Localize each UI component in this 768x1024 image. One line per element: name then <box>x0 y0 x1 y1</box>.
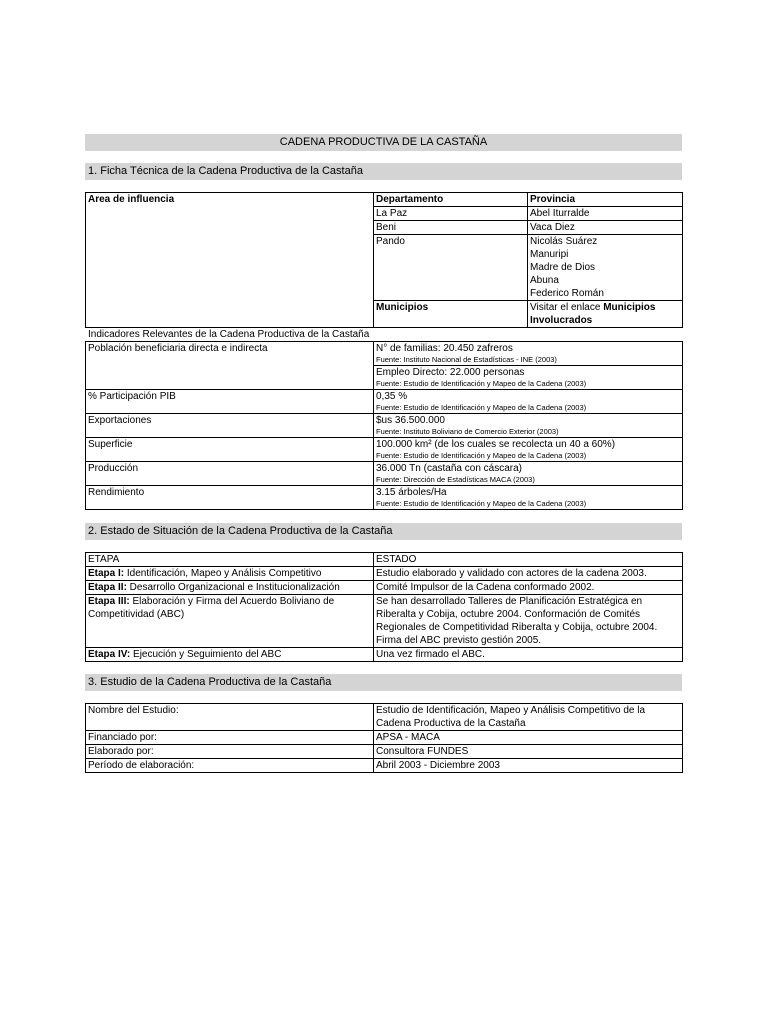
indicator-source: Fuente: Dirección de Estadísticas MACA (2003) <box>376 475 535 484</box>
indicator-value: $us 36.500.000 Fuente: Instituto Boliviano de Comercio Exterior (2003) <box>374 414 683 438</box>
indicator-value: 3.15 árboles/Ha Fuente: Estudio de Identificación y Mapeo de la Cadena (2003) <box>374 486 683 510</box>
prov-cell: Nicolás Suárez Manuripi Madre de Dios Abuna Federico Román <box>528 235 683 301</box>
prov-cell: Abel Iturralde <box>528 207 683 221</box>
status-cell: Se han desarrollado Talleres de Planificación Estratégica en Riberalta y Cobija, octubre 2004. Conformación de Comités Regionales de Competitividad Riberalta y Cobija, octubre 2004. Firma del ABC previsto gestión 2005. <box>374 595 683 648</box>
stage-cell: Etapa IV: Ejecución y Seguimiento del ABC <box>86 648 374 662</box>
municipios-link[interactable]: Municipios <box>603 302 656 313</box>
dept-cell: La Paz <box>374 207 528 221</box>
status-cell: Estudio elaborado y validado con actores de la cadena 2003. <box>374 567 683 581</box>
section2-title: 2. Estado de Situación de la Cadena Productiva de la Castaña <box>85 523 682 540</box>
indicator-value: 100.000 km² (de los cuales se recolecta un 40 a 60%) Fuente: Estudio de Identificación y Mapeo de la Cadena (2003) <box>374 438 683 462</box>
study-label: Período de elaboración: <box>86 759 374 773</box>
document-title: CADENA PRODUCTIVA DE LA CASTAÑA <box>85 134 682 151</box>
prov-header: Provincia <box>528 193 683 207</box>
study-label: Elaborado por: <box>86 745 374 759</box>
stage-header: ETAPA <box>86 553 374 567</box>
study-value: Consultora FUNDES <box>374 745 683 759</box>
area-label-cell <box>86 193 374 328</box>
study-label: Financiado por: <box>86 731 374 745</box>
status-cell: Una vez firmado el ABC. <box>374 648 683 662</box>
indicator-source: Fuente: Estudio de Identificación y Mapeo de la Cadena (2003) <box>376 403 587 412</box>
involucrados-link[interactable]: Involucrados <box>530 315 593 326</box>
study-table <box>85 703 683 773</box>
area-label: Area de influencia <box>88 194 175 205</box>
indicator-source: Fuente: Instituto Nacional de Estadísticas - INE (2003) <box>376 355 557 364</box>
stage-cell: Etapa III: Elaboración y Firma del Acuerdo Boliviano de Competitividad (ABC) <box>86 595 374 648</box>
area-influence-table <box>85 192 683 328</box>
indicator-label: Superficie <box>86 438 374 462</box>
status-header: ESTADO <box>374 553 683 567</box>
document-page <box>85 134 682 773</box>
indicator-label: Producción <box>86 462 374 486</box>
indicators-title: Indicadores Relevantes de la Cadena Productiva de la Castaña <box>88 329 370 340</box>
indicator-label: % Participación PIB <box>86 390 374 414</box>
stage-cell: Etapa I: Identificación, Mapeo y Análisis Competitivo <box>86 567 374 581</box>
indicator-source: Fuente: Estudio de Identificación y Mapeo de la Cadena (2003) <box>376 499 587 508</box>
study-value: APSA - MACA <box>374 731 683 745</box>
dept-header: Departamento <box>374 193 528 207</box>
indicator-source: Fuente: Estudio de Identificación y Mapeo de la Cadena (2003) <box>376 379 587 388</box>
indicator-label: Población beneficiaria directa e indirecta <box>86 342 374 390</box>
indicator-label: Rendimiento <box>86 486 374 510</box>
study-value: Abril 2003 - Diciembre 2003 <box>374 759 683 773</box>
indicator-value: 0,35 % Fuente: Estudio de Identificación y Mapeo de la Cadena (2003) <box>374 390 683 414</box>
section1-title: 1. Ficha Técnica de la Cadena Productiva de la Castaña <box>85 163 682 180</box>
study-value: Estudio de Identificación, Mapeo y Análisis Competitivo de la Cadena Productiva de la Castaña <box>374 704 683 731</box>
indicator-value: 36.000 Tn (castaña con cáscara) Fuente: Dirección de Estadísticas MACA (2003) <box>374 462 683 486</box>
study-label: Nombre del Estudio: <box>86 704 374 731</box>
indicator-source: Fuente: Instituto Boliviano de Comercio Exterior (2003) <box>376 427 559 436</box>
municipios-link-cell[interactable]: Visitar el enlace Municipios Involucrados <box>528 301 683 328</box>
stages-table <box>85 552 683 662</box>
stage-cell: Etapa II: Desarrollo Organizacional e Institucionalización <box>86 581 374 595</box>
indicator-source: Fuente: Estudio de Identificación y Mapeo de la Cadena (2003) <box>376 451 587 460</box>
dept-cell: Pando <box>374 235 528 301</box>
dept-cell: Beni <box>374 221 528 235</box>
prov-cell: Vaca Diez <box>528 221 683 235</box>
status-cell: Comité Impulsor de la Cadena conformado 2002. <box>374 581 683 595</box>
indicator-value: Empleo Directo: 22.000 personas Fuente: Estudio de Identificación y Mapeo de la Cadena (2003) <box>374 366 683 390</box>
indicator-label: Exportaciones <box>86 414 374 438</box>
municipios-label: Municipios <box>374 301 528 328</box>
indicator-value: N° de familias: 20.450 zafreros Fuente: Instituto Nacional de Estadísticas - INE (2003) <box>374 342 683 366</box>
section3-title: 3. Estudio de la Cadena Productiva de la Castaña <box>85 674 682 691</box>
indicators-table <box>85 341 683 510</box>
